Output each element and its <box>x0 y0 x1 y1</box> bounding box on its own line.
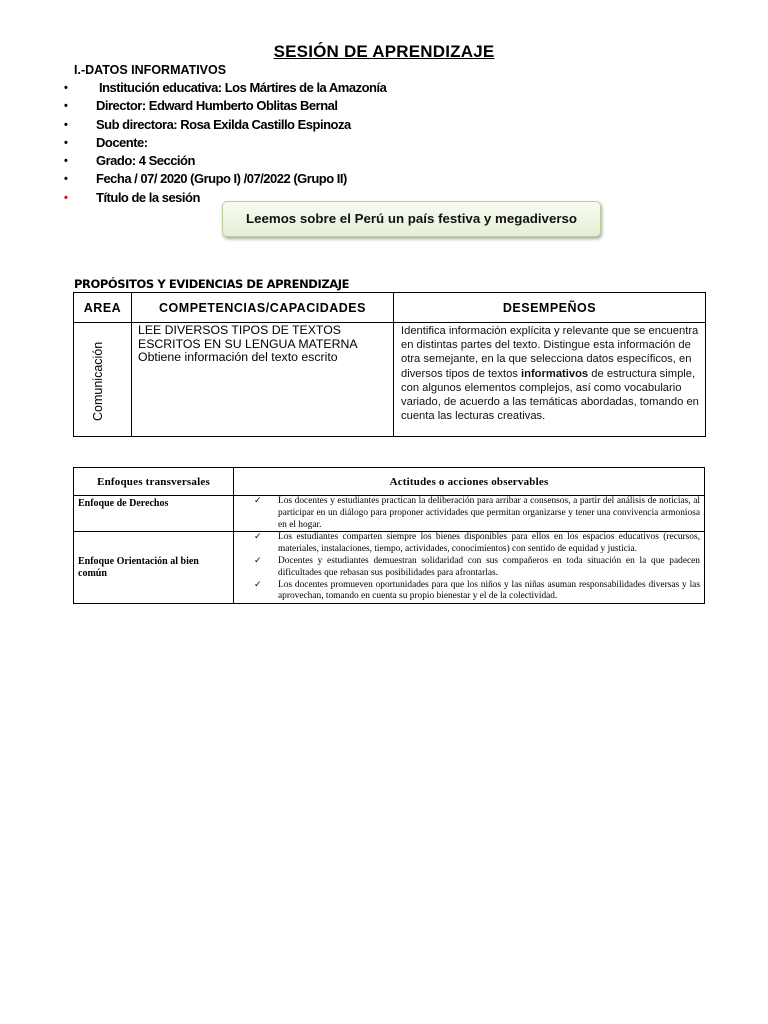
info-item-text: Fecha / 07/ 2020 (Grupo I) /07/2022 (Grupo II) <box>96 171 347 187</box>
purposes-table <box>73 292 706 437</box>
list-item <box>234 496 700 531</box>
table-row <box>74 496 705 532</box>
table-row <box>74 532 705 604</box>
check-icon: ✓ <box>254 532 262 543</box>
table-header-area: AREA <box>74 293 132 323</box>
check-icon: ✓ <box>254 496 262 506</box>
desempenos-bold-text: informativos <box>521 367 589 380</box>
table-header-row <box>74 468 705 496</box>
enfoque-label: Enfoque de Derechos <box>74 496 234 532</box>
list-item <box>234 532 700 556</box>
list-item <box>234 556 700 580</box>
bullet-icon: • <box>64 155 68 168</box>
actions-cell <box>234 532 705 604</box>
capacidad-line: Obtiene información del texto escrito <box>138 350 338 364</box>
table-header-enfoques: Enfoques transversales <box>74 468 234 496</box>
section-heading-datos-informativos: I.-DATOS INFORMATIVOS <box>74 63 227 77</box>
desempenos-cell <box>394 323 706 437</box>
info-item-teacher <box>64 134 386 152</box>
table-row <box>74 323 706 437</box>
bullet-icon: • <box>64 100 68 113</box>
desempenos-text: Identifica información explícita y relevante que se encuentra en distintas partes del texto. Distingue esta información de otra semejante, en la que selecciona datos específicos, en diversos tipos de textos <box>401 325 699 380</box>
competencia-line: LEE DIVERSOS TIPOS DE TEXTOS <box>138 323 341 337</box>
info-list <box>64 79 386 207</box>
enfoque-label: Enfoque Orientación al bien común <box>74 532 234 604</box>
table-header-row <box>74 293 706 323</box>
session-title-box: Leemos sobre el Perú un país festiva y megadiverso <box>222 201 601 237</box>
table-header-actitudes: Actitudes o acciones observables <box>234 468 705 496</box>
info-item-text: Título de la sesión <box>96 189 200 205</box>
competencias-cell <box>132 323 394 437</box>
info-item-grade <box>64 152 386 170</box>
desempenos-text-end: de estructura simple, con algunos elementos complejos, así como vocabulario variado, de acuerdo a las temáticas abordadas, tomando en cuenta las lecturas creativas. <box>401 367 699 423</box>
info-item-text: Sub directora: Rosa Exilda Castillo Espinoza <box>96 116 351 132</box>
check-icon: ✓ <box>254 579 262 590</box>
info-item-sub-director <box>64 116 386 134</box>
info-item-text: Director: Edward Humberto Oblitas Bernal <box>96 98 338 114</box>
area-label: Comunicación <box>91 341 105 421</box>
document-title: SESIÓN DE APRENDIZAJE <box>273 42 495 61</box>
action-text: Docentes y estudiantes demuestran solidaridad con sus compañeros en toda situación en la que padecen dificultades que rebasan sus posibilidades para afrontarlas. <box>278 555 700 578</box>
table-header-desempenos: DESEMPEÑOS <box>394 293 706 323</box>
bullet-icon: • <box>64 118 68 131</box>
area-cell <box>74 323 132 437</box>
action-text: Los docentes promueven oportunidades para que los niños y las niñas asuman responsabilidades diversas y las aprovechan, tomando en cuenta su propio bienestar y el de la colectividad. <box>278 579 700 602</box>
info-item-date <box>64 170 386 188</box>
bullet-icon: • <box>64 82 68 94</box>
info-item-text: Docente: <box>96 134 148 150</box>
bullet-icon: • <box>64 191 68 204</box>
table-header-competencias: COMPETENCIAS/CAPACIDADES <box>132 293 394 323</box>
bullet-icon: • <box>64 136 68 149</box>
action-text: Los docentes y estudiantes practican la deliberación para arribar a consensos, a partir del análisis de noticias, al participar en un diálogo para proponer actividades que permitan organizarse y tener una convivencia armoniosa en el hogar. <box>278 496 700 530</box>
competencia-line: ESCRITOS EN SU LENGUA MATERNA <box>138 336 358 351</box>
info-item-text: Institución educativa: Los Mártires de la Amazonía <box>99 80 387 95</box>
info-item-director <box>64 97 386 115</box>
purposes-heading: PROPÓSITOS Y EVIDENCIAS DE APRENDIZAJE <box>74 277 350 291</box>
approaches-table <box>73 467 705 604</box>
actions-cell <box>234 496 705 532</box>
bullet-icon: • <box>64 173 68 186</box>
check-icon: ✓ <box>254 555 262 566</box>
info-item-text: Grado: 4 Sección <box>96 153 195 169</box>
list-item <box>234 580 700 604</box>
info-item-institution <box>64 79 386 97</box>
action-text: Los estudiantes comparten siempre los bienes disponibles para ellos en los espacios educativos (recursos, materiales, instalaciones, tiempo, actividades, conocimientos) con sentido de equidad y justicia. <box>278 532 700 555</box>
